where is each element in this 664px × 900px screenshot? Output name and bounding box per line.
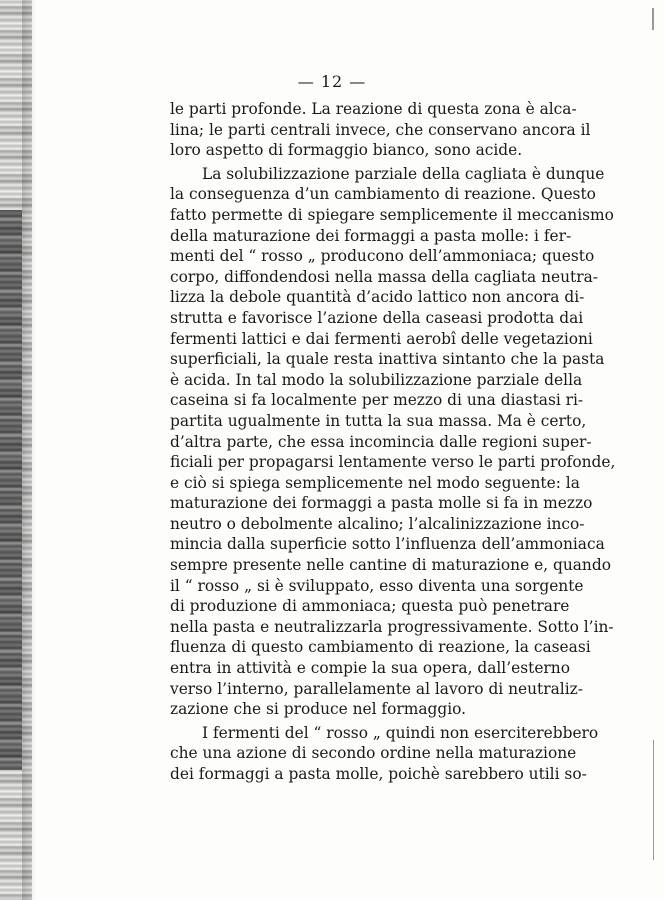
- text-line: mincia dalla superficie sotto l’influenza dell’ammoniaca: [170, 535, 605, 554]
- text-line: zazione che si produce nel formaggio.: [170, 700, 467, 719]
- text-line: La solubilizzazione parziale della cagliata è dunque: [202, 164, 605, 183]
- text-line: il “ rosso „ si è sviluppato, esso diventa una sorgente: [170, 576, 584, 595]
- text-line: nella pasta e neutralizzarla progressivamente. Sotto l’in-: [170, 617, 614, 636]
- text-line: della maturazione dei formaggi a pasta molle: i fer-: [170, 226, 572, 245]
- text-line: fatto permette di spiegare semplicemente il meccanismo: [170, 205, 614, 224]
- text-line: è acida. In tal modo la solubilizzazione parziale della: [170, 370, 583, 389]
- text-line: lizza la debole quantità d’acido lattico non ancora di-: [170, 288, 585, 307]
- text-line: lina; le parti centrali invece, che conservano ancora il: [170, 120, 591, 139]
- binding-edge-dark: [0, 210, 22, 770]
- binding-shadow: [22, 0, 36, 900]
- text-line: la conseguenza d’un cambiamento di reazione. Questo: [170, 185, 596, 204]
- text-line: loro aspetto di formaggio bianco, sono acide.: [170, 141, 523, 160]
- text-line: dei formaggi a pasta molle, poichè sarebbero utili so-: [170, 765, 587, 783]
- body-text: [170, 99, 616, 785]
- right-edge-mark: [652, 8, 654, 30]
- text-line: entra in attività e compie la sua opera, dall’esterno: [170, 659, 570, 678]
- text-line: fluenza di questo cambiamento di reazione, la caseasi: [170, 638, 591, 657]
- text-line: di produzione di ammoniaca; questa può penetrare: [170, 597, 570, 616]
- text-line: d’altra parte, che essa incomincia dalle regioni super-: [170, 432, 592, 451]
- text-line: partita ugualmente in tutta la sua massa. Ma è certo,: [170, 411, 587, 430]
- text-line: superficiali, la quale resta inattiva sintanto che la pasta: [170, 350, 605, 369]
- text-line: neutro o debolmente alcalino; l’alcalinizzazione inco-: [170, 514, 585, 533]
- text-line: che una azione di secondo ordine nella maturazione: [170, 744, 577, 763]
- text-line: e ciò si spiega semplicemente nel modo seguente: la: [170, 473, 580, 492]
- text-line: maturazione dei formaggi a pasta molle si fa in mezzo: [170, 494, 593, 513]
- text-line: ficiali per propagarsi lentamente verso le parti profonde,: [170, 453, 616, 472]
- text-line: menti del “ rosso „ producono dell’ammoniaca; questo: [170, 247, 595, 266]
- text-line: le parti profonde. La reazione di questa zona è alca-: [170, 100, 577, 118]
- text-line: strutta e favorisce l’azione della caseasi prodotta dai: [170, 308, 584, 327]
- text-line: verso l’interno, parallelamente al lavoro di neutraliz-: [170, 679, 583, 698]
- text-line: sempre presente nelle cantine di maturazione e, quando: [170, 556, 611, 575]
- text-line: corpo, diffondendosi nella massa della cagliata neutra-: [170, 267, 598, 286]
- right-edge-mark: [653, 740, 654, 860]
- text-line: fermenti lattici e dai fermenti aerobî delle vegetazioni: [170, 329, 593, 348]
- text-line: caseina si fa localmente per mezzo di una diastasi ri-: [170, 391, 584, 410]
- text-line: I fermenti del “ rosso „ quindi non eserciterebbero: [202, 723, 599, 742]
- page-number: — 12 —: [297, 72, 367, 91]
